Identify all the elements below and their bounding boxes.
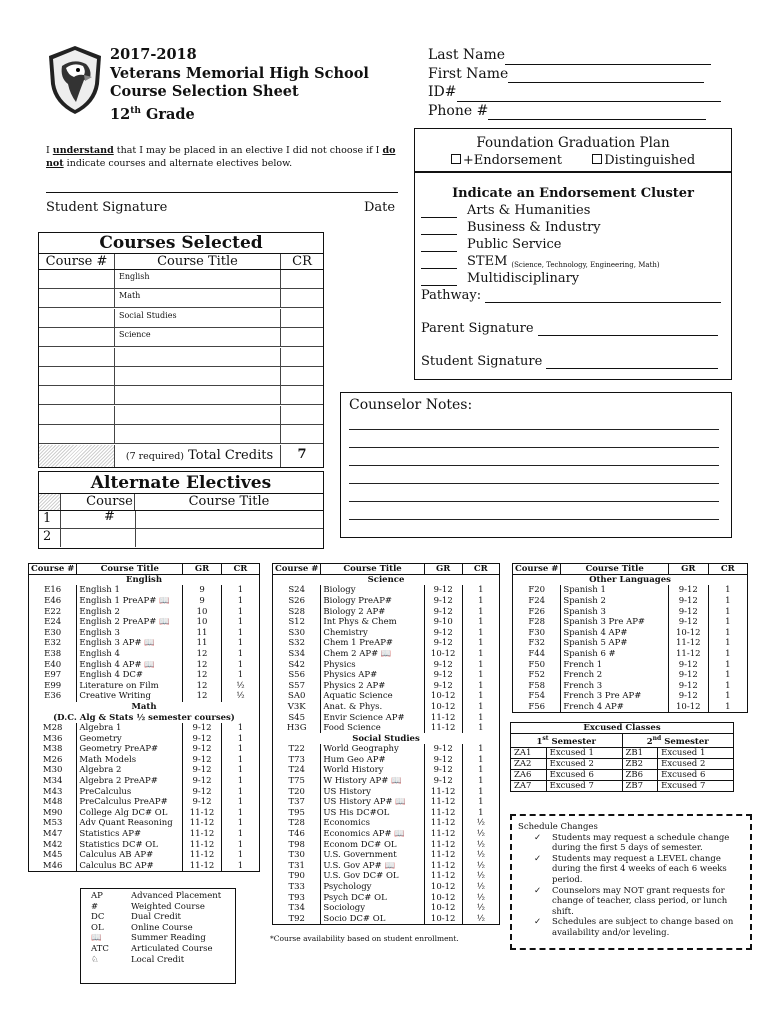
sheet-header — [110, 46, 369, 124]
catalog-row: F32 Spanish 5 AP# 11-12 1 — [513, 638, 748, 649]
course-title-cell — [115, 367, 281, 385]
graduation-plan-title: Foundation Graduation Plan — [476, 135, 670, 151]
catalog-row: S57 Physics 2 AP# 9-12 1 — [273, 680, 500, 691]
catalog-row: M26 Math Models 9-12 1 — [29, 755, 260, 766]
note-line[interactable] — [349, 519, 719, 520]
note-line[interactable] — [349, 501, 719, 502]
catalog-row: S28 Biology 2 AP# 9-12 1 — [273, 606, 500, 617]
school-year: 2017-2018 — [110, 46, 197, 63]
course-title-cell — [115, 425, 281, 443]
catalog-row: E40 English 4 AP# 📖 12 1 — [29, 659, 260, 670]
catalog-row: M38 Geometry PreAP# 9-12 1 — [29, 744, 260, 755]
catalog-header: Course # — [513, 564, 561, 575]
courses-selected-title: Courses Selected — [39, 233, 323, 254]
acknowledgement-text: I understand that I may be placed in an elective I did not choose if I do not indicate courses and alternate electives below. — [46, 145, 396, 169]
catalog-row: E22 English 2 10 1 — [29, 606, 260, 617]
catalog-row: T24 World History 9-12 1 — [273, 765, 500, 776]
catalog-row: E30 English 3 11 1 — [29, 627, 260, 638]
catalog-header: Course Title — [561, 564, 669, 575]
excused-title: Excused Classes — [511, 723, 734, 734]
phone-field[interactable] — [488, 106, 706, 120]
catalog-row: F26 Spanish 3 9-12 1 — [513, 606, 748, 617]
catalog-row: M90 College Alg DC# OL 11-12 1 — [29, 808, 260, 819]
courses-selected-table — [38, 232, 324, 468]
sem1-label: 1st Semester — [511, 734, 623, 748]
catalog-section-title: Social Studies — [273, 733, 500, 744]
legend-item: DC Dual Credit — [91, 912, 181, 923]
course-title-cell — [115, 386, 281, 404]
courses-selected-header: Course # Course Title CR — [39, 254, 323, 270]
catalog-row: H3G Food Science 11-12 1 — [273, 723, 500, 734]
catalog-row: T95 US His DC#OL 11-12 1 — [273, 808, 500, 819]
catalog-row: M53 Adv Quant Reasoning 11-12 1 — [29, 818, 260, 829]
check-icon: ✓ — [534, 885, 542, 896]
sheet-title: Course Selection Sheet — [110, 83, 299, 100]
catalog-row: T73 Hum Geo AP# 9-12 1 — [273, 755, 500, 766]
id-field[interactable] — [457, 88, 721, 102]
catalog-header: Course Title — [321, 564, 424, 575]
note-line[interactable] — [349, 447, 719, 448]
note-line[interactable] — [349, 465, 719, 466]
catalog-row: E24 English 2 PreAP# 📖 10 1 — [29, 617, 260, 628]
catalog-row: T20 US History 11-12 1 — [273, 786, 500, 797]
excused-row: ZA6 Excused 6 ZB6 Excused 6 — [511, 769, 734, 780]
schedule-rule: ✓ Students may request a schedule change during the first 5 days of semester. — [534, 832, 730, 854]
catalog-row: T46 Economics AP# 📖 11-12 ½ — [273, 829, 500, 840]
schedule-rule: ✓ Counselors may NOT grant requests for change of teacher, class period, or lunch shift. — [534, 885, 728, 917]
counselor-notes-box — [340, 392, 732, 538]
course-selected-row[interactable] — [39, 270, 323, 289]
catalog-row: T28 Economics 11-12 ½ — [273, 818, 500, 829]
catalog-row: T31 U.S. Gov AP# 📖 11-12 ½ — [273, 861, 500, 872]
catalog-row: T93 Psych DC# OL 10-12 ½ — [273, 892, 500, 903]
excused-row: ZA1 Excused 1 ZB1 Excused 1 — [511, 747, 734, 758]
endorsement-checkbox[interactable] — [451, 154, 461, 164]
plan-options: +Endorsement Distinguished — [415, 153, 731, 168]
catalog-row: S34 Chem 2 AP# 📖 10-12 1 — [273, 649, 500, 660]
course-selected-row[interactable] — [39, 367, 323, 386]
catalog-row: T34 Sociology 10-12 ½ — [273, 903, 500, 914]
catalog-row: T30 U.S. Government 11-12 ½ — [273, 850, 500, 861]
catalog-section-title: Math — [29, 702, 260, 713]
alternate-row[interactable]: 1 — [39, 511, 323, 529]
catalog-row: E16 English 1 9 1 — [29, 585, 260, 596]
schedule-changes-box — [510, 814, 752, 950]
catalog-row: M42 Statistics DC# OL 11-12 1 — [29, 839, 260, 850]
catalog-row: T75 W History AP# 📖 9-12 1 — [273, 776, 500, 787]
alternate-electives-title: Alternate Electives — [39, 472, 323, 494]
catalog-languages — [512, 563, 748, 713]
cluster-title: Indicate an Endorsement Cluster — [452, 186, 694, 201]
catalog-row: F50 French 1 9-12 1 — [513, 659, 748, 670]
distinguished-checkbox[interactable] — [592, 154, 602, 164]
course-selected-row[interactable] — [39, 348, 323, 367]
catalog-row: F52 French 2 9-12 1 — [513, 670, 748, 681]
catalog-row: S32 Chem 1 PreAP# 9-12 1 — [273, 638, 500, 649]
divider — [415, 171, 731, 173]
cluster-business[interactable]: Business & Industry — [421, 220, 601, 235]
catalog-row: M34 Algebra 2 PreAP# 9-12 1 — [29, 776, 260, 787]
total-credits-label: Total Credits — [188, 448, 274, 463]
cluster-arts[interactable]: Arts & Humanities — [421, 203, 590, 218]
graduation-plan-box — [414, 128, 732, 380]
grade-label: 12th Grade — [110, 105, 195, 123]
catalog-header: Course # — [29, 564, 77, 575]
check-icon: ✓ — [534, 832, 542, 843]
cluster-multidisciplinary[interactable]: Multidisciplinary — [421, 271, 579, 286]
course-title-cell: Math — [115, 289, 281, 307]
catalog-row: E36 Creative Writing 12 ½ — [29, 691, 260, 702]
catalog-row: F56 French 4 AP# 10-12 1 — [513, 702, 748, 713]
school-crest-logo — [46, 44, 104, 116]
total-credits-value: 7 — [297, 447, 307, 462]
catalog-row: F28 Spanish 3 Pre AP# 9-12 1 — [513, 617, 748, 628]
legend-item: # Weighted Course — [91, 901, 205, 912]
catalog-row: S26 Biology PreAP# 9-12 1 — [273, 596, 500, 607]
course-selected-row[interactable] — [39, 406, 323, 425]
student-signature-label: Student Signature — [46, 200, 168, 215]
catalog-row: T92 Socio DC# OL 10-12 ½ — [273, 914, 500, 925]
schedule-title: Schedule Changes — [518, 822, 598, 832]
catalog-row: S56 Physics AP# 9-12 1 — [273, 670, 500, 681]
student-signature-field[interactable]: Student Signature — [421, 354, 718, 369]
catalog-english-math — [28, 563, 260, 872]
course-selected-row[interactable] — [39, 386, 323, 405]
catalog-row: S24 Biology 9-12 1 — [273, 585, 500, 596]
note-line[interactable] — [349, 483, 719, 484]
catalog-row: M36 Geometry 9-12 1 — [29, 733, 260, 744]
catalog-section-title: Science — [273, 575, 500, 586]
catalog-header: CR — [221, 564, 259, 575]
catalog-row: E46 English 1 PreAP# 📖 9 1 — [29, 596, 260, 607]
legend-item: 📖 Summer Reading — [91, 933, 206, 944]
check-icon: ✓ — [534, 917, 542, 928]
catalog-row: T90 U.S. Gov DC# OL 11-12 ½ — [273, 871, 500, 882]
course-title-cell: Science — [115, 328, 281, 346]
catalog-row: T22 World Geography 9-12 1 — [273, 744, 500, 755]
course-selected-row[interactable] — [39, 309, 323, 328]
school-name: Veterans Memorial High School — [110, 64, 369, 82]
availability-note: *Course availability based on student enrollment. — [270, 934, 459, 943]
course-title-cell — [115, 406, 281, 424]
catalog-section-title: (D.C. Alg & Stats ½ semester courses) — [29, 712, 260, 723]
parent-signature-field[interactable]: Parent Signature — [421, 321, 718, 336]
id-label: ID# — [428, 84, 457, 100]
note-line[interactable] — [349, 429, 719, 430]
legend-item: ATC Articulated Course — [91, 943, 213, 954]
course-selected-row[interactable] — [39, 328, 323, 347]
phone-label: Phone # — [428, 102, 489, 119]
catalog-row: SA0 Aquatic Science 10-12 1 — [273, 691, 500, 702]
catalog-row: E97 English 4 DC# 12 1 — [29, 670, 260, 681]
catalog-header: GR — [424, 564, 462, 575]
total-credits-row: (7 required) Total Credits 7 — [39, 445, 323, 467]
alternate-electives-header: Course # Course Title — [39, 494, 323, 511]
first-name-field[interactable] — [508, 69, 704, 83]
date-label: Date — [364, 200, 396, 215]
catalog-row: M48 PreCalculus PreAP# 9-12 1 — [29, 797, 260, 808]
catalog-row: V3K Anat. & Phys. 10-12 1 — [273, 702, 500, 713]
legend-item: OL Online Course — [91, 922, 193, 933]
catalog-header: CR — [708, 564, 747, 575]
excused-classes-table — [510, 722, 734, 792]
catalog-section-title: Other Languages — [513, 575, 748, 586]
catalog-row: T37 US History AP# 📖 11-12 1 — [273, 797, 500, 808]
catalog-row: S42 Physics 9-12 1 — [273, 659, 500, 670]
catalog-row: E99 Literature on Film 12 ½ — [29, 680, 260, 691]
catalog-row: M45 Calculus AB AP# 11-12 1 — [29, 850, 260, 861]
catalog-row: M43 PreCalculus 9-12 1 — [29, 786, 260, 797]
catalog-row: S30 Chemistry 9-12 1 — [273, 627, 500, 638]
excused-row: ZA7 Excused 7 ZB7 Excused 7 — [511, 780, 734, 791]
student-id-fields — [428, 46, 721, 120]
abbreviation-legend — [80, 888, 236, 984]
catalog-row: S45 Envir Science AP# 11-12 1 — [273, 712, 500, 723]
schedule-rule: ✓ Schedules are subject to change based on availability and/or leveling. — [534, 917, 734, 938]
catalog-row: T33 Psychology 10-12 ½ — [273, 882, 500, 893]
sem2-label: 2nd Semester — [622, 734, 734, 748]
legend-item: ♘ Local Credit — [91, 954, 185, 965]
catalog-science-social — [272, 563, 500, 925]
course-title-cell — [115, 348, 281, 366]
catalog-row: E38 English 4 12 1 — [29, 649, 260, 660]
catalog-row: F58 French 3 9-12 1 — [513, 680, 748, 691]
catalog-row: F54 French 3 Pre AP# 9-12 1 — [513, 691, 748, 702]
counselor-notes-title: Counselor Notes: — [349, 397, 473, 413]
cluster-stem[interactable]: STEM (Science, Technology, Engineering, Math) — [421, 254, 660, 269]
legend-item: AP Advanced Placement — [91, 891, 222, 901]
excused-row: ZA2 Excused 2 ZB2 Excused 2 — [511, 758, 734, 769]
catalog-header: GR — [183, 564, 222, 575]
catalog-row: F44 Spanish 6 # 11-12 1 — [513, 649, 748, 660]
catalog-row: M30 Algebra 2 9-12 1 — [29, 765, 260, 776]
catalog-row: S12 Int Phys & Chem 9-10 1 — [273, 617, 500, 628]
check-icon: ✓ — [534, 853, 542, 864]
course-selected-row[interactable] — [39, 289, 323, 308]
pathway-field[interactable]: Pathway: — [421, 288, 721, 303]
first-name-label: First Name — [428, 65, 509, 82]
last-name-label: Last Name — [428, 47, 506, 63]
alternate-row[interactable]: 2 — [39, 529, 323, 547]
catalog-header: GR — [668, 564, 708, 575]
catalog-row: M47 Statistics AP# 11-12 1 — [29, 829, 260, 840]
catalog-row: E32 English 3 AP# 📖 11 1 — [29, 638, 260, 649]
catalog-row: T98 Econom DC# OL 11-12 ½ — [273, 839, 500, 850]
alternate-electives-table — [38, 471, 324, 549]
student-signature-line[interactable] — [46, 192, 398, 193]
catalog-header: CR — [462, 564, 499, 575]
course-title-cell: English — [115, 270, 281, 288]
catalog-row: F30 Spanish 4 AP# 10-12 1 — [513, 627, 748, 638]
catalog-section-title: English — [29, 575, 260, 586]
catalog-row: F24 Spanish 2 9-12 1 — [513, 596, 748, 607]
catalog-header: Course Title — [77, 564, 183, 575]
course-title-cell: Social Studies — [115, 309, 281, 327]
schedule-rule: ✓ Students may request a LEVEL change during the first 4 weeks of each 6 weeks period. — [534, 853, 727, 885]
cluster-public-service[interactable]: Public Service — [421, 237, 561, 252]
catalog-row: F20 Spanish 1 9-12 1 — [513, 585, 748, 596]
catalog-row: M28 Algebra 1 9-12 1 — [29, 723, 260, 734]
catalog-header: Course # — [273, 564, 321, 575]
last-name-field[interactable] — [505, 51, 711, 65]
catalog-row: M46 Calculus BC AP# 11-12 1 — [29, 861, 260, 872]
course-selected-row[interactable] — [39, 425, 323, 444]
